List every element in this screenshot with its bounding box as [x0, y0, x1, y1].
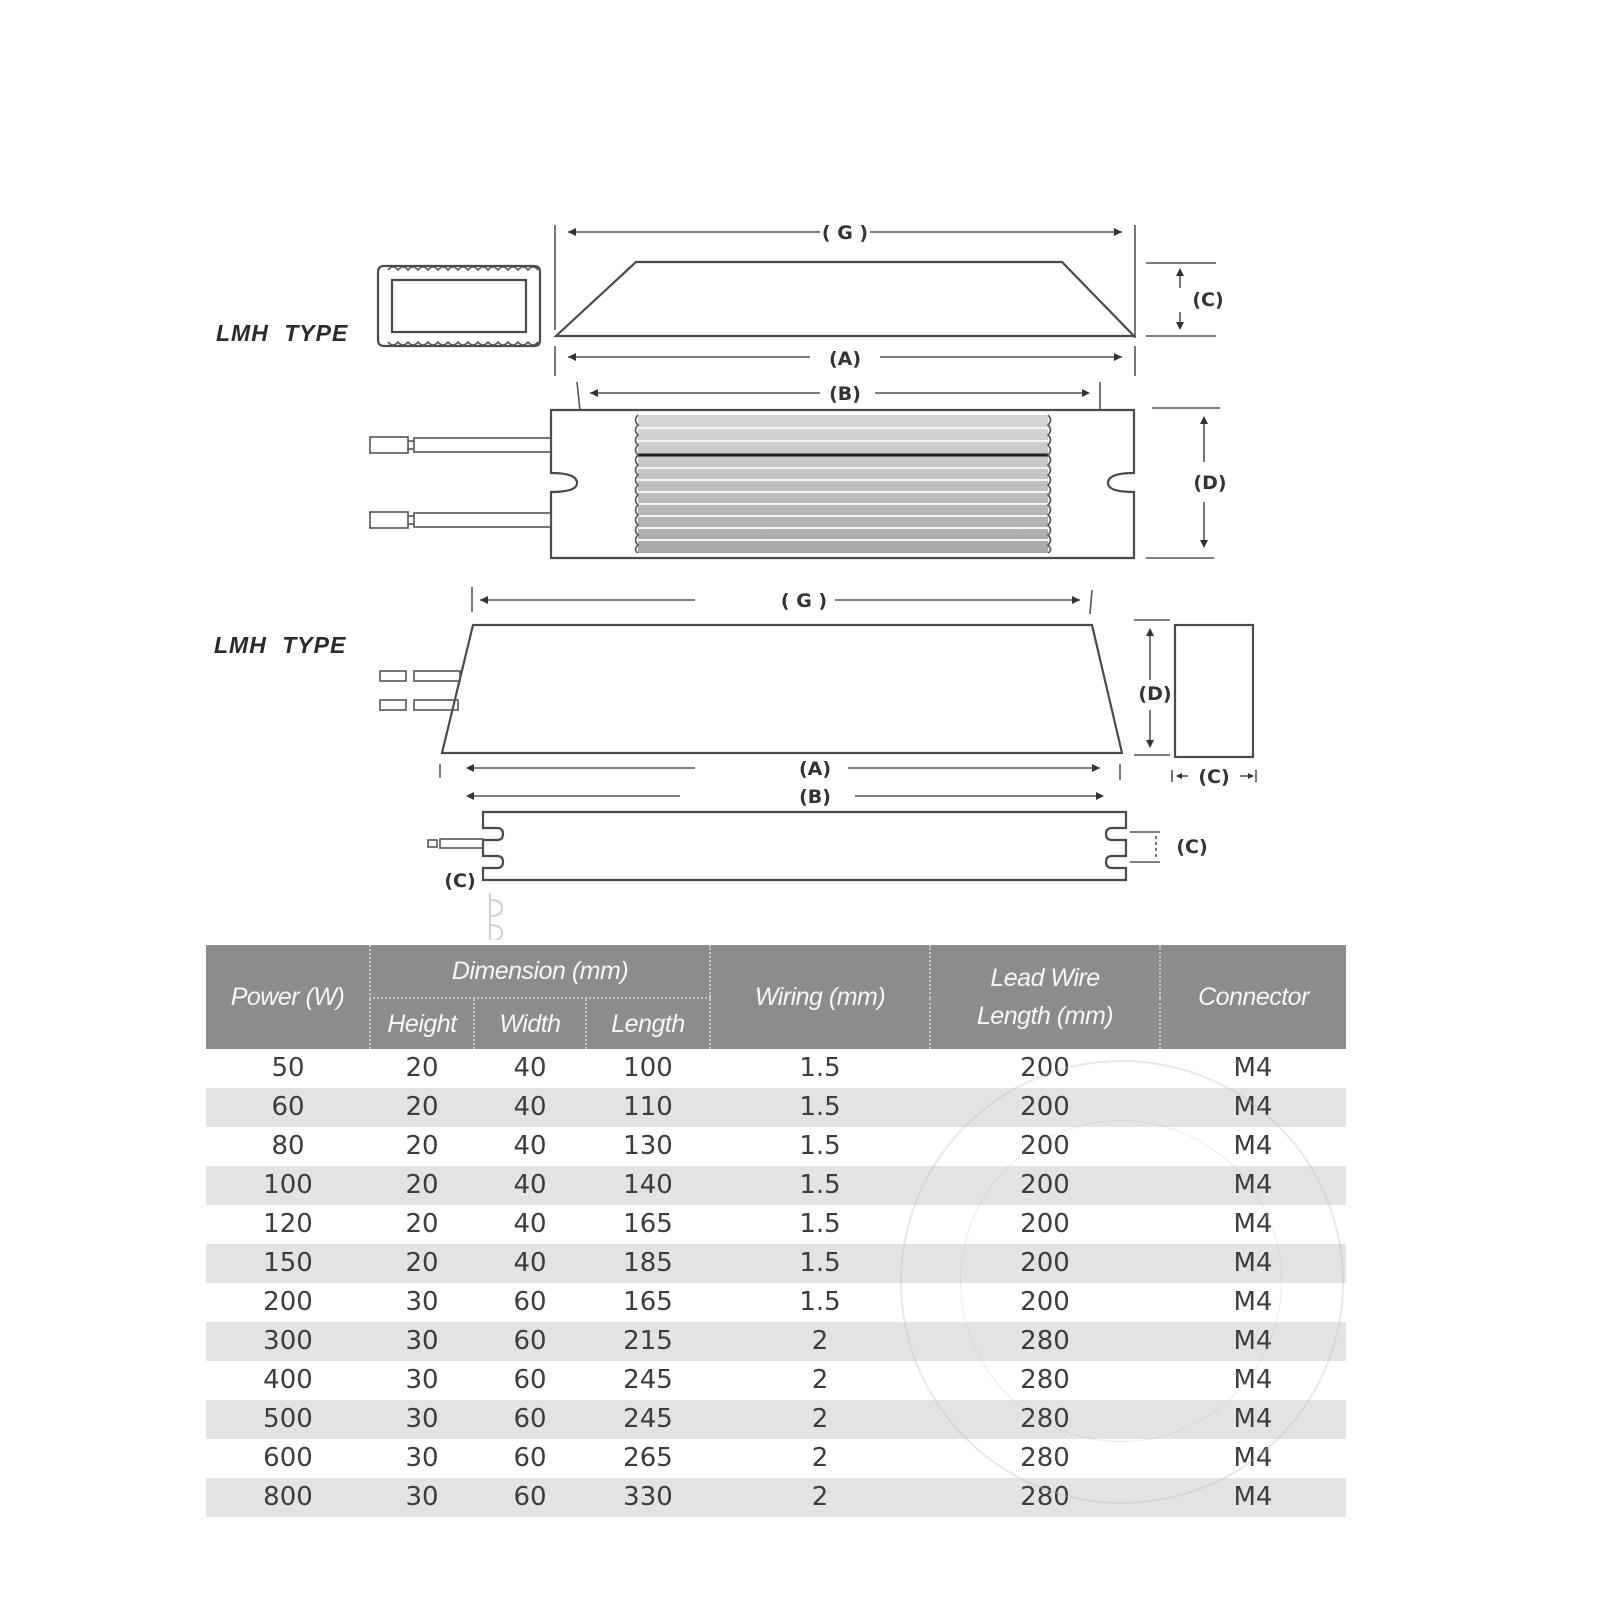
- dim-label-c-top: (C): [1192, 289, 1224, 311]
- cell-height: 20: [370, 1049, 474, 1088]
- cell-length: 245: [586, 1361, 710, 1400]
- cell-connector: M4: [1160, 1478, 1346, 1517]
- dim-label-a-top: (A): [828, 348, 862, 370]
- cell-lead: 280: [930, 1322, 1160, 1361]
- header-height: Height: [370, 998, 474, 1049]
- table-row: [206, 1283, 1346, 1322]
- cell-height: 20: [370, 1205, 474, 1244]
- header-width: Width: [474, 998, 586, 1049]
- cell-connector: M4: [1160, 1400, 1346, 1439]
- cell-wiring: 2: [710, 1322, 930, 1361]
- cell-height: 30: [370, 1439, 474, 1478]
- cell-power: 400: [206, 1361, 370, 1400]
- cell-width: 40: [474, 1088, 586, 1127]
- cell-width: 40: [474, 1244, 586, 1283]
- cell-power: 800: [206, 1478, 370, 1517]
- header-lead-wire-line2: Length (mm): [976, 1002, 1114, 1030]
- table-row: [206, 1166, 1346, 1205]
- table-row: [206, 1205, 1346, 1244]
- table-row: [206, 1244, 1346, 1283]
- cell-height: 30: [370, 1478, 474, 1517]
- table-row: [206, 1049, 1346, 1088]
- spec-table-body: [206, 1049, 1346, 1517]
- header-lead-wire-line1: Lead Wire: [990, 964, 1100, 992]
- cell-power: 100: [206, 1166, 370, 1205]
- cell-power: 50: [206, 1049, 370, 1088]
- cell-length: 140: [586, 1166, 710, 1205]
- dim-label-d-bottom: (D): [1138, 683, 1172, 705]
- cell-lead: 280: [930, 1478, 1160, 1517]
- cell-lead: 280: [930, 1400, 1160, 1439]
- cell-lead: 200: [930, 1088, 1160, 1127]
- cell-connector: M4: [1160, 1088, 1346, 1127]
- cell-power: 200: [206, 1283, 370, 1322]
- cell-power: 150: [206, 1244, 370, 1283]
- cell-connector: M4: [1160, 1283, 1346, 1322]
- header-length: Length: [586, 998, 710, 1049]
- cell-connector: M4: [1160, 1205, 1346, 1244]
- cell-power: 300: [206, 1322, 370, 1361]
- cell-power: 80: [206, 1127, 370, 1166]
- cell-width: 60: [474, 1400, 586, 1439]
- cell-height: 20: [370, 1166, 474, 1205]
- cell-width: 40: [474, 1127, 586, 1166]
- dim-label-b-top: (B): [829, 383, 861, 405]
- cell-connector: M4: [1160, 1127, 1346, 1166]
- cell-length: 165: [586, 1205, 710, 1244]
- spec-table: [206, 945, 1346, 1517]
- type-label-top: LMH TYPE: [216, 320, 349, 346]
- cell-width: 60: [474, 1361, 586, 1400]
- dim-label-b-bottom: (B): [799, 786, 831, 808]
- cell-connector: M4: [1160, 1244, 1346, 1283]
- cell-width: 40: [474, 1205, 586, 1244]
- cell-power: 600: [206, 1439, 370, 1478]
- cell-connector: M4: [1160, 1322, 1346, 1361]
- cell-height: 30: [370, 1283, 474, 1322]
- table-row: [206, 1400, 1346, 1439]
- cell-lead: 200: [930, 1127, 1160, 1166]
- cell-width: 60: [474, 1439, 586, 1478]
- cell-length: 245: [586, 1400, 710, 1439]
- cell-length: 165: [586, 1283, 710, 1322]
- cell-power: 60: [206, 1088, 370, 1127]
- cell-wiring: 1.5: [710, 1088, 930, 1127]
- cell-length: 330: [586, 1478, 710, 1517]
- finned-cross-section: [378, 266, 540, 346]
- cell-lead: 200: [930, 1205, 1160, 1244]
- cell-lead: 200: [930, 1049, 1160, 1088]
- lead-wires-top: [370, 437, 551, 528]
- cell-wiring: 2: [710, 1439, 930, 1478]
- bottom-plan-view: [428, 812, 1160, 940]
- cell-wiring: 1.5: [710, 1049, 930, 1088]
- cell-wiring: 1.5: [710, 1166, 930, 1205]
- dim-label-c-slot-left: (C): [444, 870, 476, 892]
- table-row: [206, 1361, 1346, 1400]
- table-row: [206, 1127, 1346, 1166]
- cell-length: 100: [586, 1049, 710, 1088]
- table-row: [206, 1088, 1346, 1127]
- dim-label-g-bottom: ( G ): [780, 590, 828, 612]
- cell-height: 20: [370, 1244, 474, 1283]
- cell-wiring: 1.5: [710, 1244, 930, 1283]
- cell-height: 30: [370, 1361, 474, 1400]
- cell-power: 500: [206, 1400, 370, 1439]
- cell-height: 20: [370, 1088, 474, 1127]
- cell-lead: 200: [930, 1166, 1160, 1205]
- cell-wiring: 1.5: [710, 1205, 930, 1244]
- dim-label-c-slot-right: (C): [1176, 836, 1208, 858]
- cell-connector: M4: [1160, 1166, 1346, 1205]
- dim-label-a-bottom: (A): [798, 758, 832, 780]
- dim-label-d-top: (D): [1193, 472, 1227, 494]
- cell-width: 60: [474, 1283, 586, 1322]
- cell-width: 40: [474, 1049, 586, 1088]
- cell-wiring: 2: [710, 1478, 930, 1517]
- cell-wiring: 2: [710, 1400, 930, 1439]
- dim-label-g-top: ( G ): [821, 222, 869, 244]
- cell-length: 185: [586, 1244, 710, 1283]
- cell-length: 265: [586, 1439, 710, 1478]
- cell-width: 60: [474, 1478, 586, 1517]
- table-row: [206, 1478, 1346, 1517]
- cell-wiring: 1.5: [710, 1283, 930, 1322]
- cell-height: 30: [370, 1400, 474, 1439]
- cell-lead: 280: [930, 1361, 1160, 1400]
- cell-lead: 200: [930, 1244, 1160, 1283]
- cell-height: 30: [370, 1322, 474, 1361]
- top-plan-view: [370, 382, 1220, 558]
- cell-height: 20: [370, 1127, 474, 1166]
- type-label-bottom: LMH TYPE: [214, 632, 347, 658]
- cell-length: 215: [586, 1322, 710, 1361]
- header-lead-wire: [930, 945, 1160, 1049]
- top-side-view: [555, 225, 1216, 376]
- cell-length: 130: [586, 1127, 710, 1166]
- cell-length: 110: [586, 1088, 710, 1127]
- cell-connector: M4: [1160, 1439, 1346, 1478]
- header-wiring: Wiring (mm): [710, 945, 930, 1049]
- header-power: Power (W): [206, 945, 370, 1049]
- cell-lead: 280: [930, 1439, 1160, 1478]
- dim-label-c-endview: (C): [1198, 766, 1230, 788]
- cell-power: 120: [206, 1205, 370, 1244]
- cell-wiring: 1.5: [710, 1127, 930, 1166]
- cell-width: 60: [474, 1322, 586, 1361]
- cell-wiring: 2: [710, 1361, 930, 1400]
- table-row: [206, 1439, 1346, 1478]
- header-connector: Connector: [1160, 945, 1346, 1049]
- cell-connector: M4: [1160, 1361, 1346, 1400]
- cell-width: 40: [474, 1166, 586, 1205]
- header-dimension: Dimension (mm): [370, 945, 710, 998]
- table-row: [206, 1322, 1346, 1361]
- cell-connector: M4: [1160, 1049, 1346, 1088]
- cell-lead: 200: [930, 1283, 1160, 1322]
